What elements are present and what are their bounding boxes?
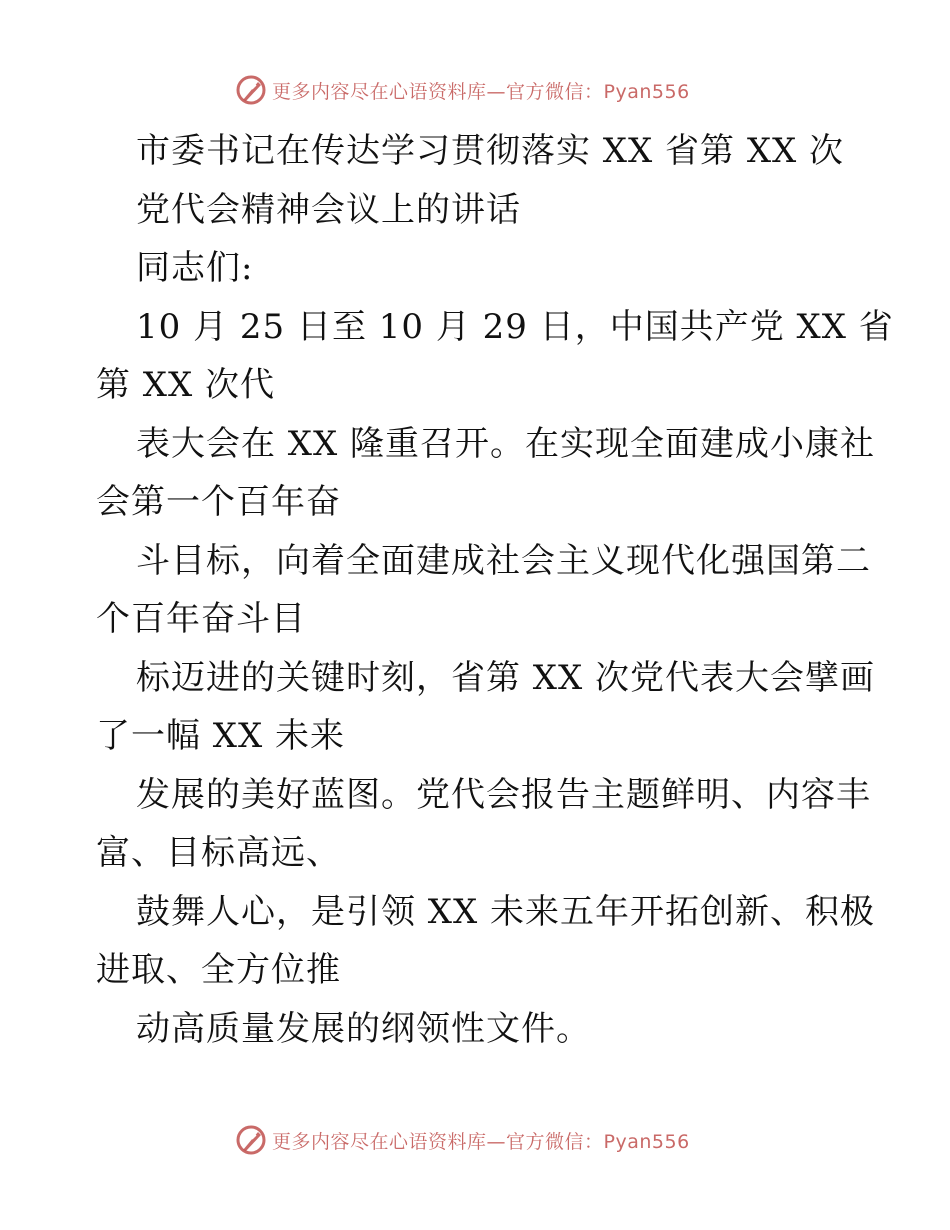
- text-line: 10 月 25 日至 10 月 29 日，中国共产党 XX 省: [136, 306, 894, 347]
- watermark-dash: —: [486, 1130, 507, 1153]
- header-watermark: [234, 72, 690, 108]
- text-line: 党代会精神会议上的讲话: [136, 189, 521, 230]
- watermark-main: 更多内容尽在心语资料库: [272, 80, 487, 103]
- watermark-wechat: 官方微信：Pyan556: [506, 80, 690, 103]
- text-line: 第 XX 次代: [96, 365, 276, 405]
- text-line: 个百年奋斗目: [96, 599, 306, 639]
- text-line: 市委书记在传达学习贯彻落实 XX 省第 XX 次: [136, 131, 845, 171]
- text-line: 表大会在 XX 隆重召开。在实现全面建成小康社: [136, 423, 876, 464]
- feather-logo-icon: [234, 1123, 268, 1157]
- text-line: 会第一个百年奋: [96, 482, 341, 522]
- feather-logo-icon: [234, 73, 268, 107]
- text-line: 发展的美好蓝图。党代会报告主题鲜明、内容丰: [136, 774, 871, 815]
- watermark-main: 更多内容尽在心语资料库: [272, 1130, 487, 1153]
- watermark-text: [272, 1127, 690, 1154]
- watermark-text: [272, 77, 690, 104]
- text-line: 同志们:: [136, 248, 254, 288]
- text-line: 标迈进的关键时刻，省第 XX 次党代表大会擘画: [136, 657, 876, 698]
- document-body: [96, 122, 894, 1058]
- text-line: 了一幅 XX 未来: [96, 716, 346, 756]
- text-line: 富、目标高远、: [96, 833, 341, 873]
- watermark-dash: —: [486, 80, 507, 103]
- text-line: 进取、全方位推: [96, 950, 341, 990]
- footer-watermark: [234, 1122, 690, 1158]
- watermark-wechat: 官方微信：Pyan556: [506, 1130, 690, 1153]
- text-line: 斗目标，向着全面建成社会主义现代化强国第二: [136, 540, 871, 581]
- text-line: 鼓舞人心，是引领 XX 未来五年开拓创新、积极: [136, 891, 876, 932]
- text-line: 动高质量发展的纲领性文件。: [136, 1008, 591, 1049]
